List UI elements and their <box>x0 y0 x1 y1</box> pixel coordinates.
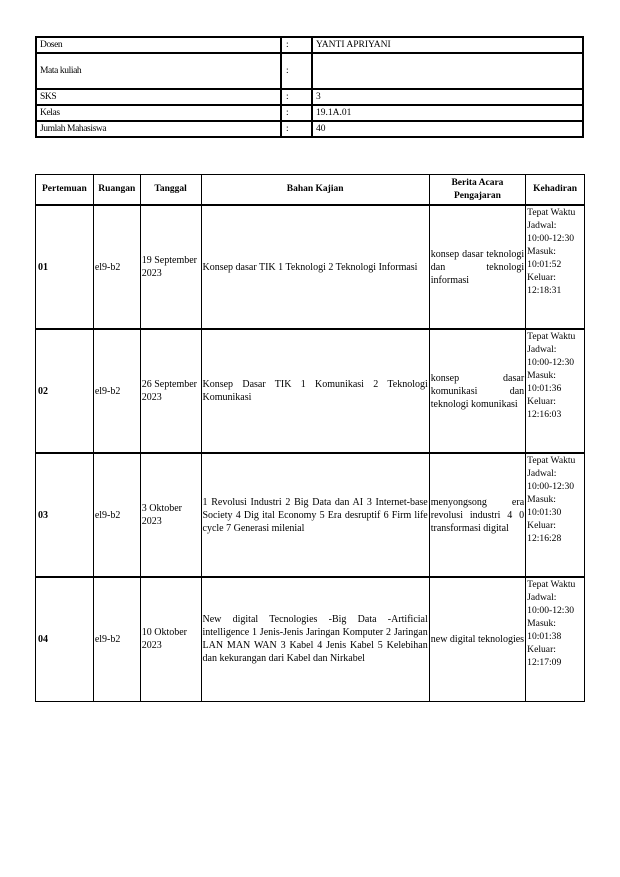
cell-pertemuan: 03 <box>36 453 94 577</box>
attendance-status: Tepat Waktu <box>527 579 576 590</box>
cell-tanggal: 26 September 2023 <box>140 329 201 453</box>
cell-berita-acara: konsep dasar teknologi dan teknologi informasi <box>429 205 525 329</box>
attendance-check-out: Keluar: 12:16:03 <box>527 395 562 420</box>
attendance-check-in: Masuk: 10:01:38 <box>527 617 562 642</box>
info-row-jumlah-mahasiswa <box>36 121 583 137</box>
info-row-mata-kuliah <box>36 53 583 89</box>
cell-bahan-kajian: New digital Tecnologies -Big Data -Artificial intelligence 1 Jenis-Jenis Jaringan Komputer 2 Jaringan LAN MAN WAN 3 Kabel 4 Jenis Kabel 5 Kelebihan dan kekurangan dari Kabel dan Nirkabel <box>201 577 429 701</box>
info-row-kelas <box>36 105 583 121</box>
cell-ruangan: el9-b2 <box>93 205 140 329</box>
info-value: 19.1A.01 <box>312 105 583 121</box>
cell-tanggal: 19 September 2023 <box>140 205 201 329</box>
cell-kehadiran <box>526 453 585 577</box>
header-ruangan: Ruangan <box>93 175 140 206</box>
cell-ruangan: el9-b2 <box>93 577 140 701</box>
header-tanggal: Tanggal <box>140 175 201 206</box>
attendance-status: Tepat Waktu <box>527 331 576 342</box>
cell-tanggal: 10 Oktober 2023 <box>140 577 201 701</box>
header-bahan-kajian: Bahan Kajian <box>201 175 429 206</box>
info-separator: : <box>281 37 312 53</box>
table-row <box>36 329 585 453</box>
info-value <box>312 53 583 89</box>
cell-pertemuan: 02 <box>36 329 94 453</box>
attendance-schedule: Jadwal: 10:00-12:30 <box>527 591 575 616</box>
info-value: 3 <box>312 89 583 105</box>
attendance-schedule: Jadwal: 10:00-12:30 <box>527 219 575 244</box>
info-value: YANTI APRIYANI <box>312 37 583 53</box>
header-kehadiran: Kehadiran <box>526 175 585 206</box>
header-berita-acara: Berita Acara Pengajaran <box>429 175 525 206</box>
attendance-check-in: Masuk: 10:01:52 <box>527 245 562 270</box>
cell-bahan-kajian: 1 Revolusi Industri 2 Big Data dan AI 3 Internet-base Society 4 Dig ital Economy 5 Era desruptif 6 Firm life cycle 7 Generasi milenial <box>201 453 429 577</box>
cell-ruangan: el9-b2 <box>93 329 140 453</box>
cell-berita-acara: konsep dasar komunikasi dan teknologi komunikasi <box>429 329 525 453</box>
cell-kehadiran <box>526 205 585 329</box>
attendance-status: Tepat Waktu <box>527 455 576 466</box>
info-separator: : <box>281 121 312 137</box>
attendance-check-out: Keluar: 12:18:31 <box>527 271 562 296</box>
cell-berita-acara: new digital teknologies <box>429 577 525 701</box>
info-label: Mata kuliah <box>36 53 281 89</box>
table-header-row <box>36 175 585 206</box>
course-info-table <box>35 36 584 138</box>
info-label: SKS <box>36 89 281 105</box>
info-value: 40 <box>312 121 583 137</box>
table-row <box>36 577 585 701</box>
cell-kehadiran <box>526 577 585 701</box>
info-label: Kelas <box>36 105 281 121</box>
info-separator: : <box>281 89 312 105</box>
attendance-status: Tepat Waktu <box>527 207 576 218</box>
attendance-check-out: Keluar: 12:17:09 <box>527 643 562 668</box>
attendance-check-in: Masuk: 10:01:30 <box>527 493 562 518</box>
info-row-sks <box>36 89 583 105</box>
attendance-schedule: Jadwal: 10:00-12:30 <box>527 467 575 492</box>
cell-pertemuan: 04 <box>36 577 94 701</box>
info-label: Dosen <box>36 37 281 53</box>
info-row-dosen <box>36 37 583 53</box>
header-pertemuan: Pertemuan <box>36 175 94 206</box>
cell-berita-acara: menyongsong era revolusi industri 4 0 transformasi digital <box>429 453 525 577</box>
cell-ruangan: el9-b2 <box>93 453 140 577</box>
info-separator: : <box>281 53 312 89</box>
info-separator: : <box>281 105 312 121</box>
info-label: Jumlah Mahasiswa <box>36 121 281 137</box>
cell-tanggal: 3 Oktober 2023 <box>140 453 201 577</box>
cell-pertemuan: 01 <box>36 205 94 329</box>
attendance-schedule: Jadwal: 10:00-12:30 <box>527 343 575 368</box>
attendance-check-in: Masuk: 10:01:36 <box>527 369 562 394</box>
cell-bahan-kajian: Konsep Dasar TIK 1 Komunikasi 2 Teknologi Komunikasi <box>201 329 429 453</box>
table-row <box>36 205 585 329</box>
cell-bahan-kajian: Konsep dasar TIK 1 Teknologi 2 Teknologi Informasi <box>201 205 429 329</box>
attendance-table <box>35 174 585 702</box>
attendance-check-out: Keluar: 12:16:28 <box>527 519 562 544</box>
cell-kehadiran <box>526 329 585 453</box>
table-row <box>36 453 585 577</box>
